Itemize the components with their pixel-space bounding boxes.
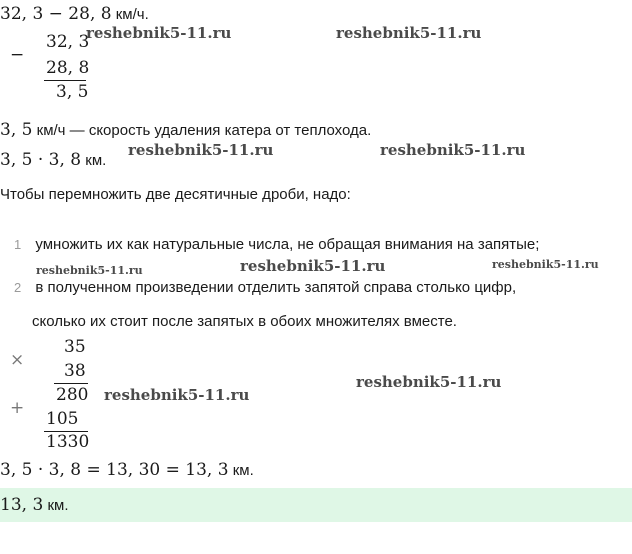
times-sign: × [10,350,25,370]
watermark: reshebnik5-11.ru [380,141,526,159]
watermark: reshebnik5-11.ru [104,386,250,404]
watermark: reshebnik5-11.ru [336,24,482,42]
speed-text: км/ч — скорость удаления катера от теплохода. [36,122,372,139]
step-number: 1 [14,237,22,252]
difference-result: 3, 5 [56,82,89,102]
product-expression: 3, 5 · 3, 8 [0,150,82,170]
speed-value: 3, 5 [0,120,33,140]
difference-expression: 32, 3 − 28, 8 [0,4,112,24]
multiplication-rule [54,383,88,384]
watermark: reshebnik5-11.ru [36,264,143,277]
partial-product-1: 280 [56,385,89,405]
line-result [0,460,254,480]
watermark: reshebnik5-11.ru [240,257,386,275]
product-unit: км. [85,152,107,169]
minuend: 32, 3 [46,32,90,52]
line-difference [0,4,149,24]
subtrahend: 28, 8 [46,58,90,78]
answer-box [0,488,632,522]
watermark: reshebnik5-11.ru [128,141,274,159]
list-item [14,279,516,296]
difference-unit: км/ч. [115,6,149,23]
result-expression: 3, 5 · 3, 8 = 13, 30 = 13, 3 [0,460,229,480]
watermark: reshebnik5-11.ru [356,373,502,391]
plus-sign: + [10,398,25,418]
factor-b: 38 [64,361,86,381]
watermark: reshebnik5-11.ru [86,24,232,42]
answer-value: 13, 3 [0,495,44,515]
step-text: в полученном произведении отделить запятой справа столько цифр, [35,279,517,296]
partial-product-2: 105 [46,409,79,429]
answer-unit: км. [47,497,69,514]
line-product [0,150,106,170]
line-speed [0,120,371,140]
answer-line [0,495,68,515]
watermark: reshebnik5-11.ru [492,258,599,271]
step-text: умножить их как натуральные числа, не обращая внимания на запятые; [35,236,540,253]
product-total: 1330 [46,432,90,452]
minus-sign: − [10,45,25,65]
step-number: 2 [14,280,22,295]
rule-intro: Чтобы перемножить две десятичные дроби, надо: [0,186,351,203]
step-text: сколько их стоит после запятых в обоих множителях вместе. [32,313,457,330]
list-item-continuation [32,313,457,330]
list-item [14,236,539,253]
subtraction-rule [44,80,86,81]
result-unit: км. [232,462,254,479]
factor-a: 35 [64,337,86,357]
